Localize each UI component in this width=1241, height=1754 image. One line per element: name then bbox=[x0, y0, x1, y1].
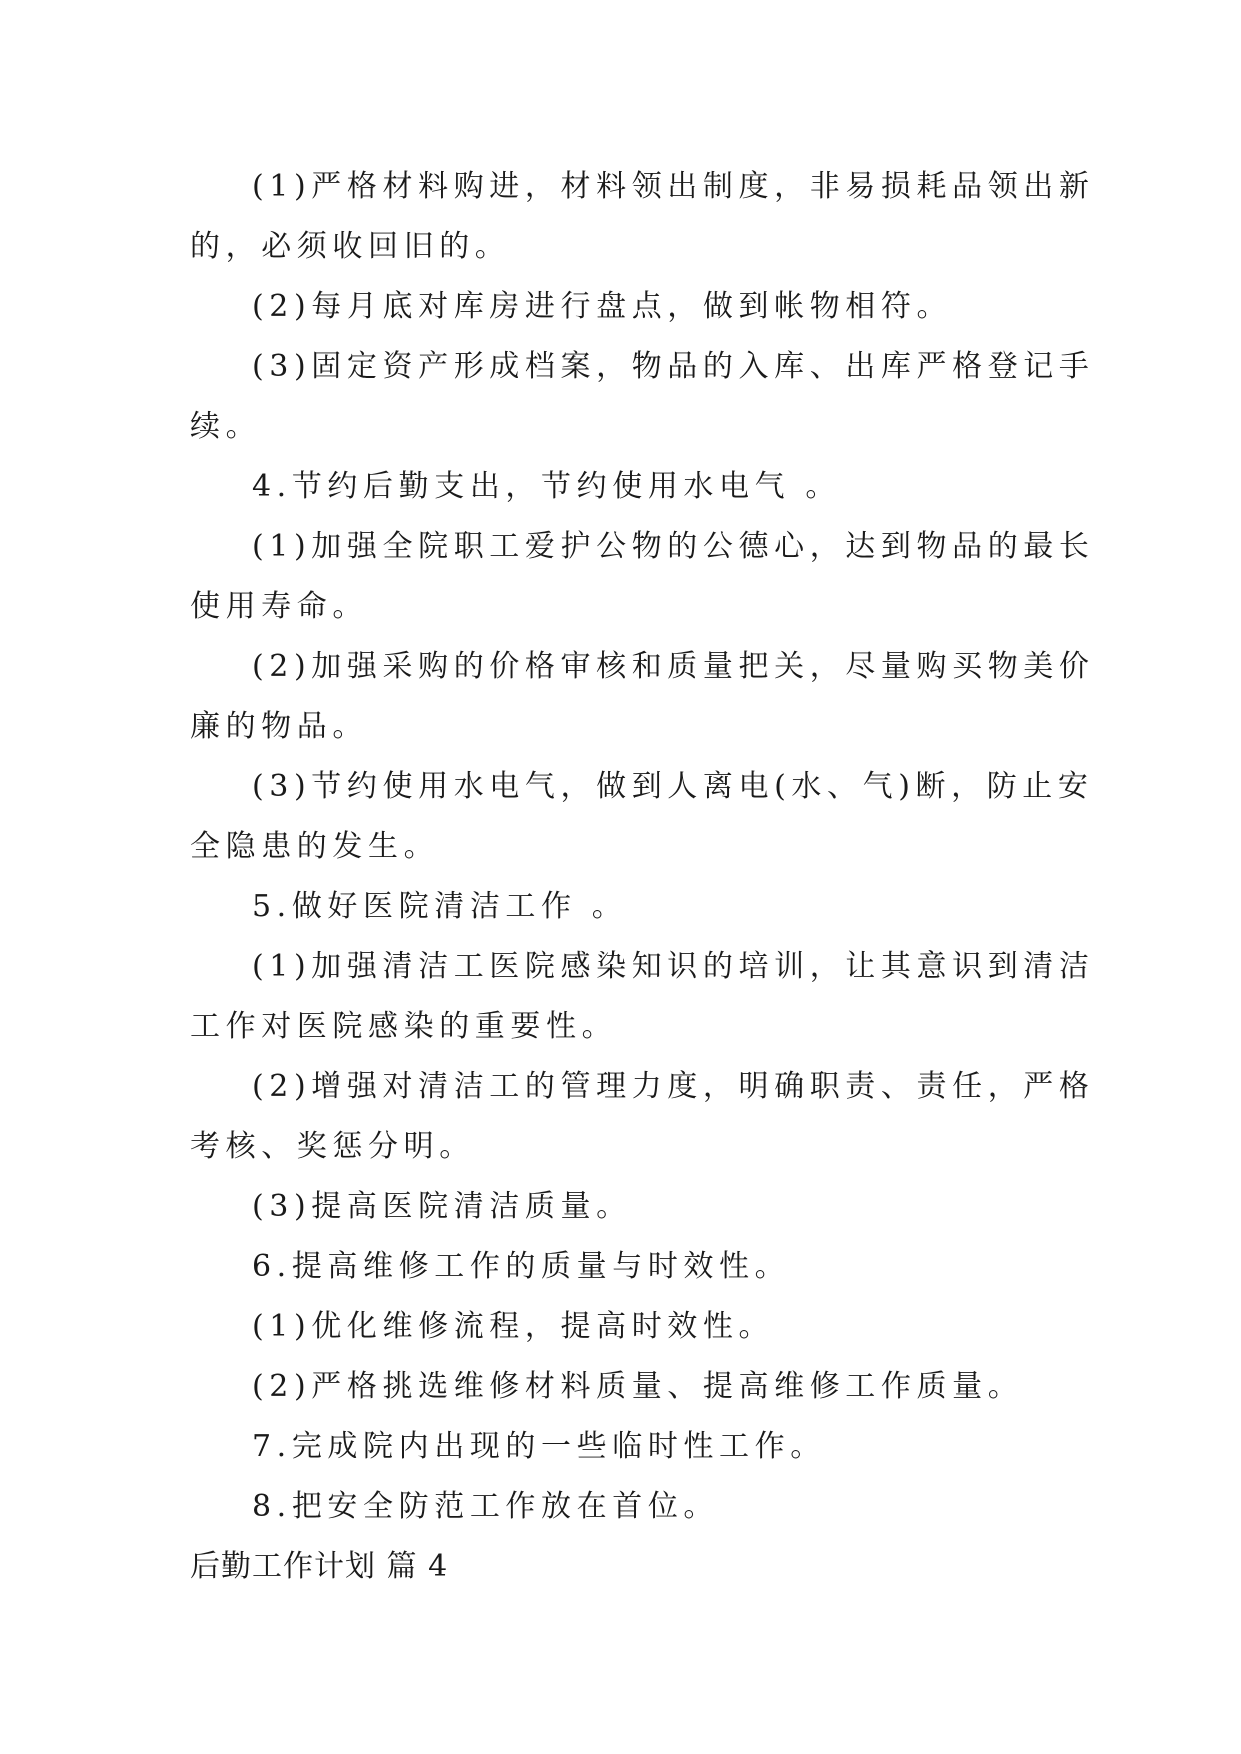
paragraph-line: (3)节约使用水电气，做到人离电(水、气)断，防止安 bbox=[252, 769, 1094, 804]
paragraph-line: (1)严格材料购进，材料领出制度，非易损耗品领出新 bbox=[252, 169, 1095, 204]
paragraph-line: 4.节约后勤支出，节约使用水电气 。 bbox=[252, 469, 841, 504]
paragraph-line: (1)加强清洁工医院感染知识的培训，让其意识到清洁 bbox=[252, 949, 1095, 984]
paragraph-line: 5.做好医院清洁工作 。 bbox=[252, 889, 628, 924]
paragraph-line: 的，必须收回旧的。 bbox=[190, 229, 511, 264]
paragraph-line: (2)每月底对库房进行盘点，做到帐物相符。 bbox=[252, 289, 953, 324]
paragraph-line: (1)优化维修流程，提高时效性。 bbox=[252, 1309, 775, 1344]
paragraph-line: (3)提高医院清洁质量。 bbox=[252, 1189, 632, 1224]
paragraph-line: 工作对医院感染的重要性。 bbox=[190, 1009, 618, 1044]
paragraph-line: (2)严格挑选维修材料质量、提高维修工作质量。 bbox=[252, 1369, 1024, 1404]
paragraph-line: 续。 bbox=[190, 409, 262, 444]
paragraph-line: 全隐患的发生。 bbox=[190, 829, 440, 864]
paragraph-line: (2)加强采购的价格审核和质量把关，尽量购买物美价 bbox=[252, 649, 1095, 684]
paragraph-line: (1)加强全院职工爱护公物的公德心，达到物品的最长 bbox=[252, 529, 1095, 564]
paragraph-line: 廉的物品。 bbox=[190, 709, 368, 744]
section-heading: 后勤工作计划 篇 4 bbox=[190, 1549, 449, 1584]
paragraph-line: 考核、奖惩分明。 bbox=[190, 1129, 475, 1164]
document-body bbox=[190, 157, 1095, 1597]
paragraph-line: 7.完成院内出现的一些临时性工作。 bbox=[252, 1429, 826, 1464]
paragraph-line: (3)固定资产形成档案，物品的入库、出库严格登记手 bbox=[252, 349, 1095, 384]
paragraph-line: 6.提高维修工作的质量与时效性。 bbox=[252, 1249, 791, 1284]
paragraph-line: 8.把安全防范工作放在首位。 bbox=[252, 1489, 720, 1524]
paragraph-line: (2)增强对清洁工的管理力度，明确职责、责任，严格 bbox=[252, 1069, 1095, 1104]
paragraph-line: 使用寿命。 bbox=[190, 589, 368, 624]
